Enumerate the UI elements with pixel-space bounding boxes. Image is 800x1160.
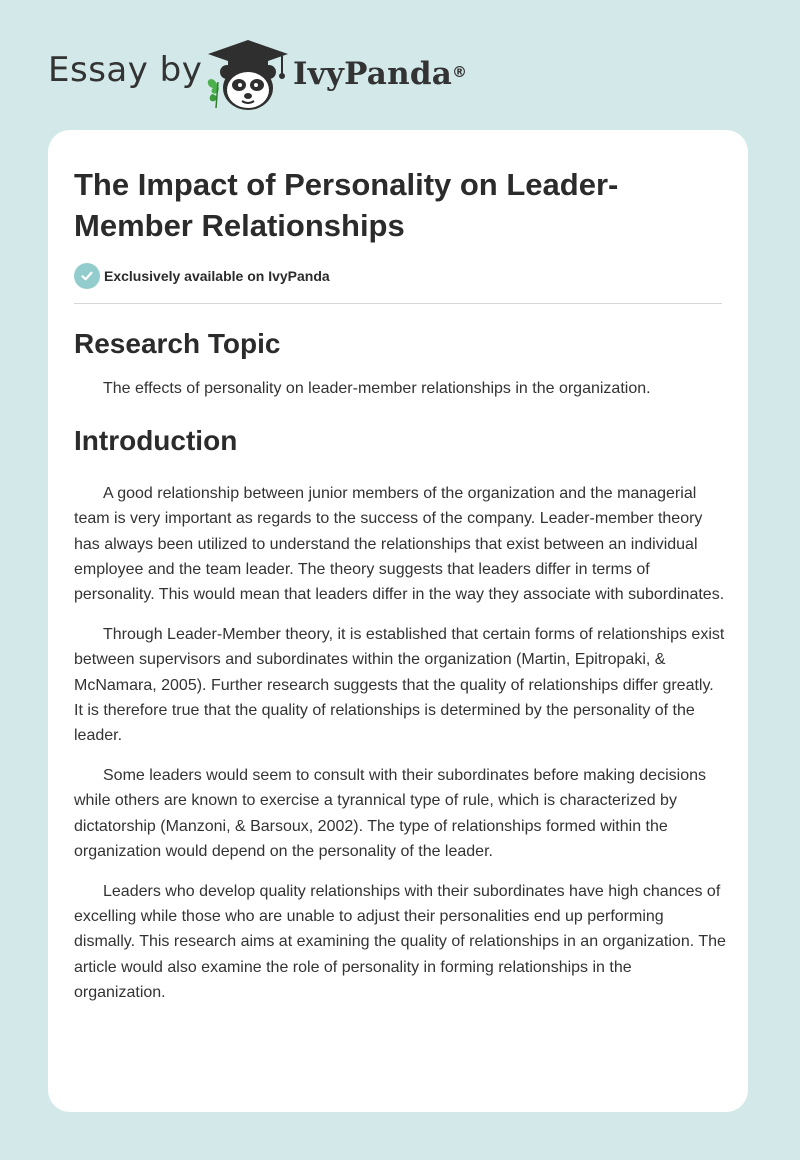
intro-paragraph-4: Leaders who develop quality relationships with their subordinates have high chances of excelling while those who are unable to adjust their personalities end up performing dismally. This research aims at examining the quality of relationships in an organization. The article would also examine the role of personality in forming relationships in the organization. — [74, 883, 726, 1001]
article-body — [74, 324, 726, 1020]
essay-by-label: Essay by — [48, 50, 203, 90]
site-header — [0, 0, 800, 130]
panda-face-icon — [220, 65, 276, 110]
panda-graduation-cap-logo-icon[interactable] — [200, 38, 292, 112]
exclusive-label: Exclusively available on IvyPanda — [104, 268, 330, 284]
research-topic-paragraph: The effects of personality on leader-member relationships in the organization. — [103, 380, 651, 397]
intro-paragraph-2: Through Leader-Member theory, it is established that certain forms of relationships exist between supervisors and subordinates within the organization (Martin, Epitropaki, & McNamara, 2005). Further research suggests that the quality of relationships differ greatly. It is therefore true that the quality of relationships is determined by the personality of the leader. — [74, 626, 725, 745]
exclusive-badge — [74, 263, 330, 289]
ivy-leaf-icon — [208, 79, 219, 108]
article-card — [48, 130, 748, 1112]
check-icon — [74, 263, 100, 289]
brand-name-text: IvyPanda — [293, 56, 452, 92]
section-heading-introduction: Introduction — [74, 425, 238, 457]
registered-mark: ® — [452, 63, 468, 81]
article-title: The Impact of Personality on Leader-Member Relationships — [74, 167, 619, 243]
divider — [74, 303, 722, 304]
intro-paragraph-1: A good relationship between junior members of the organization and the managerial team is very important as regards to the success of the company. Leader-member theory has always been utilized to understand the relationships that exist between an individual employee and the team leader. The theory suggests that leaders differ in terms of personality. This would mean that leaders differ in the way they associate with subordinates. — [74, 485, 725, 604]
section-heading-research-topic: Research Topic — [74, 328, 281, 359]
brand-name[interactable] — [293, 54, 467, 94]
intro-paragraph-3: Some leaders would seem to consult with their subordinates before making decisions while others are known to exercise a tyrannical type of rule, which is characterized by dictatorship (Manzoni, & Barsoux, 2002). The type of relationships formed within the organization would depend on the personality of the leader. — [74, 767, 706, 860]
